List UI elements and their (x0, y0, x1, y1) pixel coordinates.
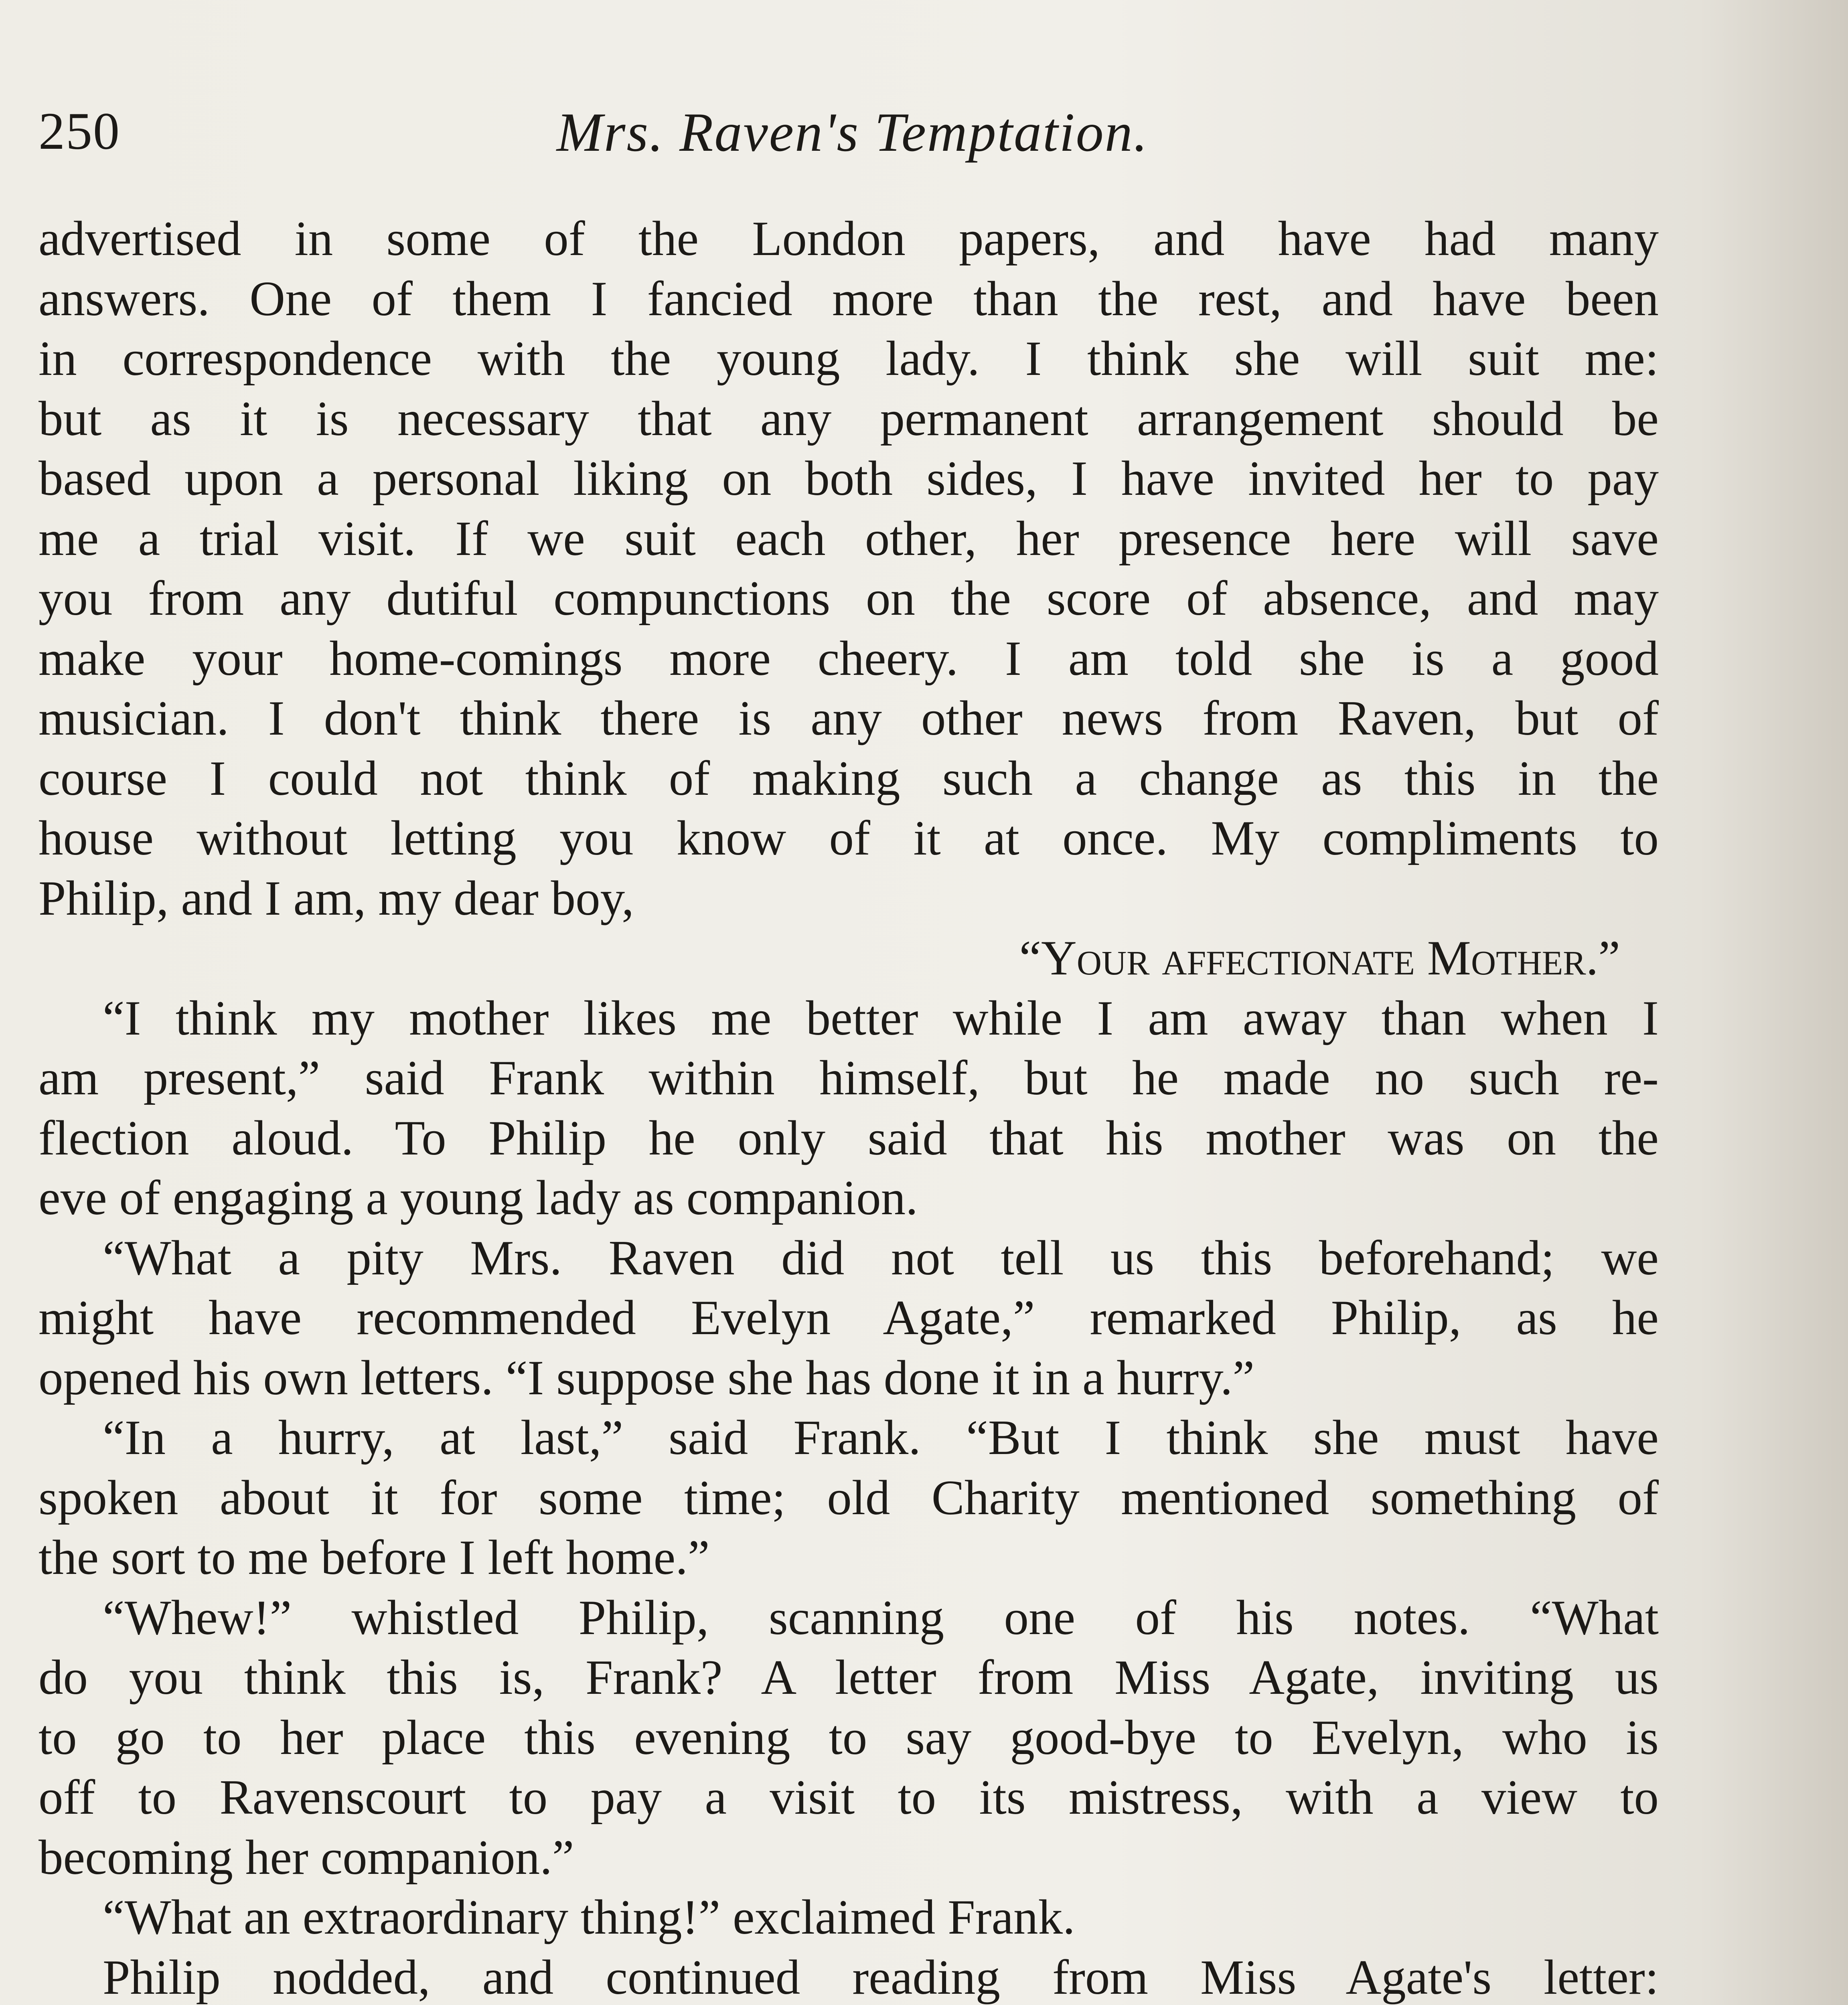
page-number: 250 (38, 101, 120, 160)
text-line: me a trial visit. If we suit each other, her presence here will save (38, 510, 1659, 566)
page-header (38, 96, 1667, 164)
text-line: make your home-comings more cheery. I am told she is a good (38, 630, 1659, 686)
text-line: to go to her place this evening to say good-bye to Evelyn, who is (38, 1709, 1659, 1765)
text-line: “Whew!” whistled Philip, scanning one of his notes. “What (103, 1590, 1659, 1645)
text-line: you from any dutiful compunctions on the score of absence, and may (38, 571, 1659, 626)
body-text (38, 209, 1659, 2005)
text-line: “What an extraordinary thing!” exclaimed Frank. (103, 1890, 1075, 1944)
text-line: “In a hurry, at last,” said Frank. “But I think she must have (103, 1410, 1659, 1465)
text-line: but as it is necessary that any permanent arrangement should be (38, 391, 1659, 446)
running-title: Mrs. Raven's Temptation. (556, 101, 1149, 163)
text-line: Philip, and I am, my dear boy, (38, 870, 634, 926)
text-line: spoken about it for some time; old Charity mentioned something of (38, 1470, 1659, 1525)
text-line: “I think my mother likes me better while I am away than when I (103, 990, 1659, 1045)
text-line: “What a pity Mrs. Raven did not tell us this beforehand; we (103, 1230, 1659, 1285)
text-line: eve of engaging a young lady as companion. (38, 1170, 918, 1225)
letter-signature: “Your affectionate Mother.” (1019, 930, 1620, 985)
text-line: Philip nodded, and continued reading from Miss Agate's letter: (103, 1949, 1659, 2005)
text-line: am present,” said Frank within himself, but he made no such re- (38, 1050, 1659, 1105)
text-line: house without letting you know of it at once. My compliments to (38, 810, 1659, 865)
text-line: opened his own letters. “I suppose she has done it in a hurry.” (38, 1350, 1255, 1405)
text-line: do you think this is, Frank? A letter from Miss Agate, inviting us (38, 1650, 1659, 1705)
text-line: answers. One of them I fancied more than the rest, and have been (38, 271, 1659, 326)
text-line: musician. I don't think there is any other news from Raven, but of (38, 691, 1659, 745)
text-line: the sort to me before I left home.” (38, 1530, 710, 1585)
text-line: course I could not think of making such a change as this in the (38, 750, 1659, 806)
text-line: becoming her companion.” (38, 1829, 574, 1885)
text-line: flection aloud. To Philip he only said that his mother was on the (38, 1110, 1659, 1165)
text-line: advertised in some of the London papers, and have had many (38, 211, 1659, 266)
text-line: in correspondence with the young lady. I think she will suit me: (38, 331, 1659, 386)
text-line: might have recommended Evelyn Agate,” remarked Philip, as he (38, 1290, 1659, 1345)
text-line: off to Ravenscourt to pay a visit to its mistress, with a view to (38, 1770, 1659, 1825)
text-line: based upon a personal liking on both sides, I have invited her to pay (38, 451, 1659, 506)
